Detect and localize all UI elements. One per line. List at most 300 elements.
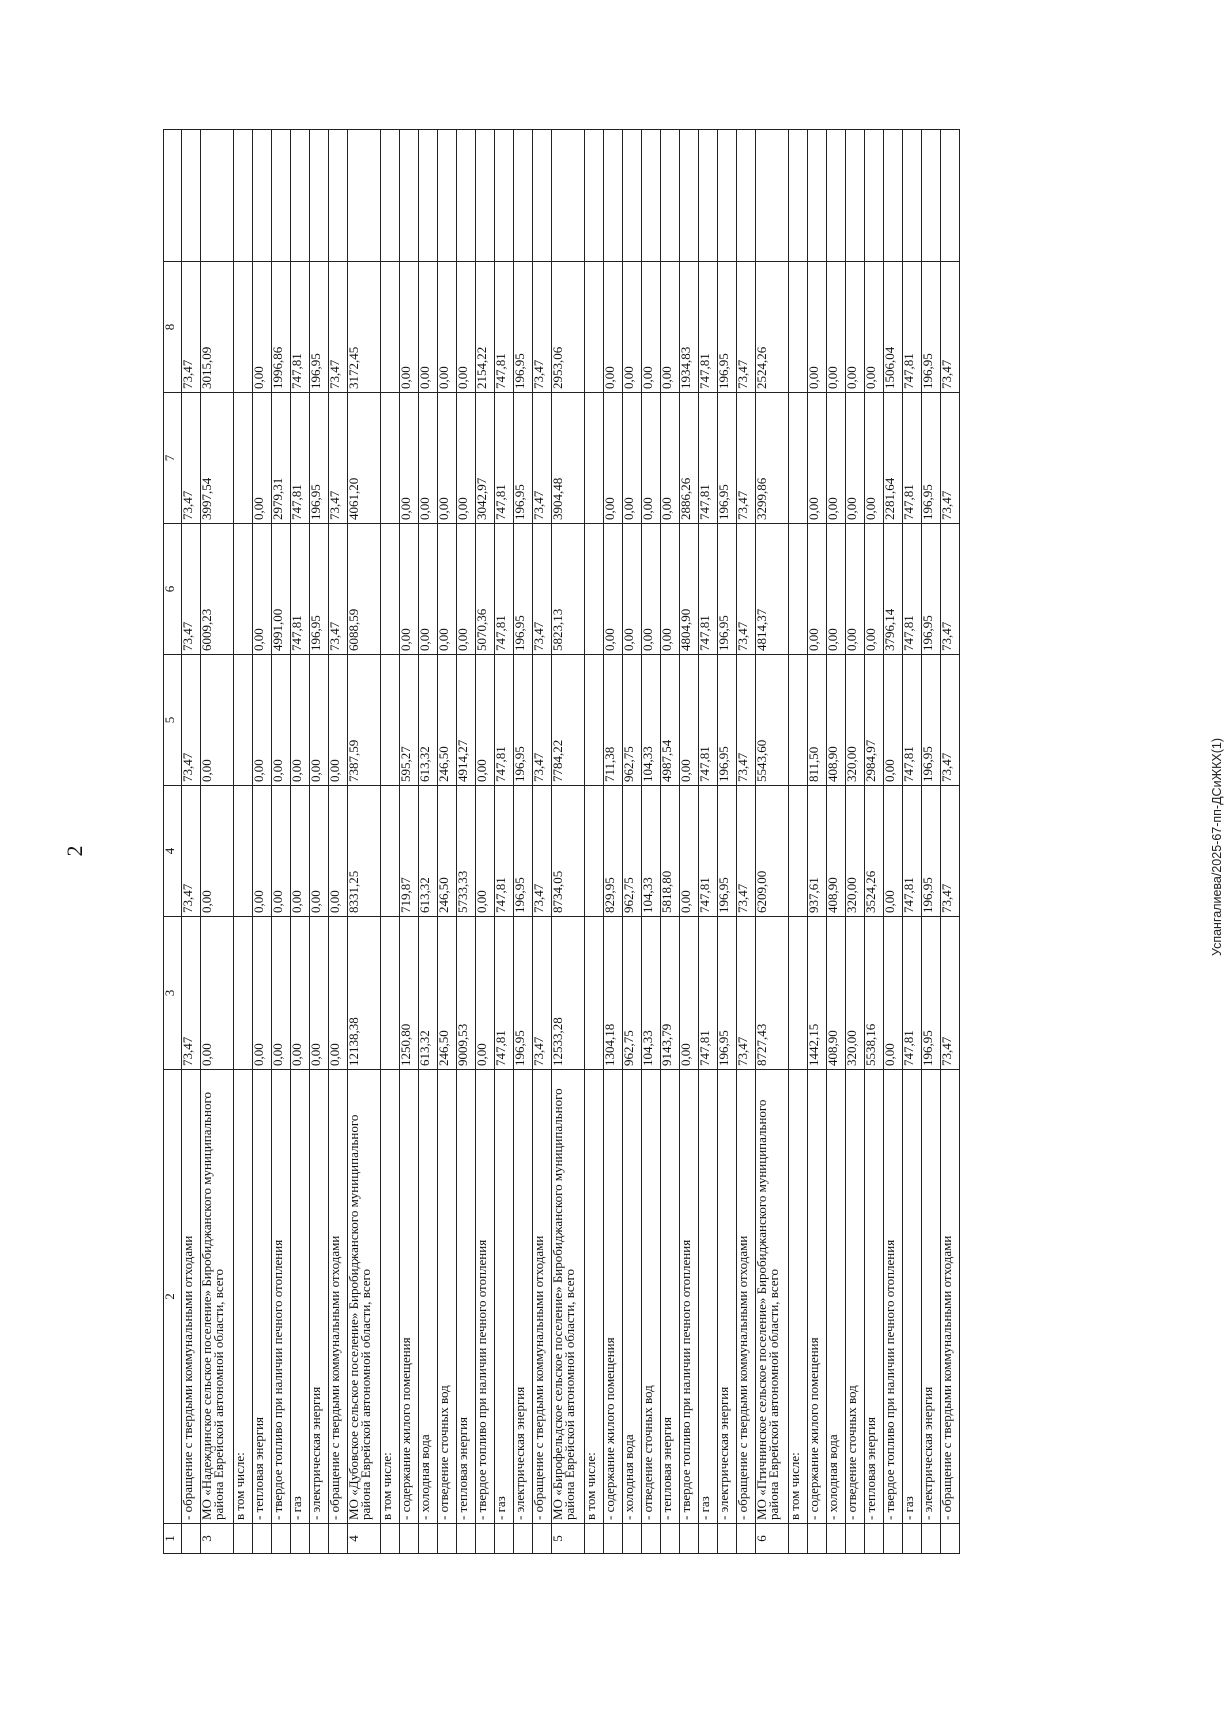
value-cell: 719,87 — [400, 786, 419, 917]
row-number-cell — [291, 1524, 310, 1554]
value-cell: 0,00 — [329, 655, 348, 786]
row-label-cell: в том числе: — [381, 1070, 400, 1524]
empty-cell — [533, 130, 552, 262]
empty-cell — [201, 130, 234, 262]
empty-cell — [642, 130, 661, 262]
value-cell: 747,81 — [291, 524, 310, 655]
row-label-cell: - тепловая энергия — [661, 1070, 680, 1524]
empty-cell — [756, 130, 789, 262]
value-cell: 6009,23 — [201, 524, 234, 655]
value-cell: 196,95 — [718, 524, 737, 655]
value-cell — [585, 262, 604, 393]
row-label-cell: - отведение сточных вод — [438, 1070, 457, 1524]
row-label-cell: - холодная вода — [419, 1070, 438, 1524]
value-cell: 0,00 — [253, 262, 272, 393]
value-cell: 811,50 — [808, 655, 827, 786]
value-cell: 246,50 — [438, 917, 457, 1070]
value-cell: 0,00 — [310, 786, 329, 917]
row-label-cell: МО «Дубовское сельское поселение» Биробиджанского муниципального района Еврейской автономной области, всего — [348, 1070, 381, 1524]
empty-cell — [552, 130, 585, 262]
value-cell: 0,00 — [642, 262, 661, 393]
value-cell: 747,81 — [699, 655, 718, 786]
row-label-cell: - газ — [291, 1070, 310, 1524]
value-cell — [585, 655, 604, 786]
value-cell: 747,81 — [903, 786, 922, 917]
value-cell: 104,33 — [642, 655, 661, 786]
value-cell: 0,00 — [680, 786, 699, 917]
row-number-cell — [718, 1524, 737, 1554]
value-cell: 1304,18 — [604, 917, 623, 1070]
empty-cell — [922, 130, 941, 262]
row-label-cell: - холодная вода — [827, 1070, 846, 1524]
row-number-cell — [903, 1524, 922, 1554]
value-cell — [381, 917, 400, 1070]
value-cell: 73,47 — [941, 917, 960, 1070]
value-cell: 0,00 — [661, 524, 680, 655]
row-number-cell — [381, 1524, 400, 1554]
value-cell — [789, 393, 808, 524]
row-number-cell — [182, 1524, 201, 1554]
row-label-cell: - газ — [495, 1070, 514, 1524]
value-cell: 73,47 — [182, 393, 201, 524]
row-label-cell: - обращение с твердыми коммунальными отходами — [182, 1070, 201, 1524]
value-cell: 6209,00 — [756, 786, 789, 917]
value-cell: 962,75 — [623, 655, 642, 786]
table-row — [737, 130, 756, 1554]
value-cell: 747,81 — [903, 917, 922, 1070]
empty-cell — [865, 130, 884, 262]
row-number-cell — [514, 1524, 533, 1554]
value-cell: 6088,59 — [348, 524, 381, 655]
table-row — [348, 130, 381, 1554]
value-cell: 196,95 — [310, 393, 329, 524]
value-cell: 196,95 — [514, 524, 533, 655]
value-cell: 613,32 — [419, 786, 438, 917]
value-cell: 196,95 — [718, 786, 737, 917]
value-cell: 73,47 — [533, 655, 552, 786]
value-cell: 196,95 — [514, 917, 533, 1070]
value-cell: 0,00 — [827, 393, 846, 524]
value-cell: 73,47 — [533, 524, 552, 655]
row-label-cell: - электрическая энергия — [514, 1070, 533, 1524]
value-cell — [234, 524, 253, 655]
table-row — [941, 130, 960, 1554]
value-cell: 9143,79 — [661, 917, 680, 1070]
value-cell: 747,81 — [495, 524, 514, 655]
value-cell: 0,00 — [291, 786, 310, 917]
value-cell: 73,47 — [182, 655, 201, 786]
row-label-cell: - содержание жилого помещения — [400, 1070, 419, 1524]
table-row — [756, 130, 789, 1554]
table-row — [253, 130, 272, 1554]
row-label-cell: - содержание жилого помещения — [604, 1070, 623, 1524]
value-cell: 3524,26 — [865, 786, 884, 917]
value-cell: 0,00 — [661, 262, 680, 393]
empty-cell — [808, 130, 827, 262]
empty-cell — [718, 130, 737, 262]
empty-cell — [381, 130, 400, 262]
value-cell: 747,81 — [903, 524, 922, 655]
value-cell: 73,47 — [182, 917, 201, 1070]
table-row — [846, 130, 865, 1554]
value-cell: 0,00 — [291, 655, 310, 786]
row-number-cell — [604, 1524, 623, 1554]
value-cell: 196,95 — [718, 655, 737, 786]
row-number-cell — [419, 1524, 438, 1554]
value-cell: 196,95 — [310, 524, 329, 655]
value-cell: 747,81 — [903, 393, 922, 524]
table-row — [419, 130, 438, 1554]
value-cell: 246,50 — [438, 655, 457, 786]
empty-cell — [884, 130, 903, 262]
value-cell — [234, 655, 253, 786]
empty-cell — [661, 130, 680, 262]
value-cell: 0,00 — [253, 655, 272, 786]
value-cell: 0,00 — [623, 393, 642, 524]
page-number: 2 — [62, 845, 87, 857]
value-cell: 5818,80 — [661, 786, 680, 917]
table-row — [182, 130, 201, 1554]
value-cell: 3997,54 — [201, 393, 234, 524]
value-cell: 0,00 — [846, 262, 865, 393]
value-cell: 2953,06 — [552, 262, 585, 393]
table-row — [865, 130, 884, 1554]
value-cell: 73,47 — [533, 262, 552, 393]
row-number-cell — [661, 1524, 680, 1554]
value-cell: 0,00 — [604, 393, 623, 524]
value-cell: 747,81 — [291, 393, 310, 524]
value-cell: 196,95 — [922, 786, 941, 917]
row-label-cell: в том числе: — [789, 1070, 808, 1524]
value-cell — [789, 786, 808, 917]
value-cell: 73,47 — [329, 393, 348, 524]
value-cell: 747,81 — [903, 262, 922, 393]
table-row — [789, 130, 808, 1554]
row-label-cell: - обращение с твердыми коммунальными отходами — [533, 1070, 552, 1524]
empty-cell — [400, 130, 419, 262]
value-cell: 196,95 — [514, 655, 533, 786]
value-cell: 73,47 — [737, 524, 756, 655]
value-cell: 196,95 — [514, 393, 533, 524]
empty-cell — [234, 130, 253, 262]
value-cell: 747,81 — [699, 262, 718, 393]
value-cell: 73,47 — [737, 393, 756, 524]
value-cell: 747,81 — [495, 262, 514, 393]
row-number-cell — [457, 1524, 476, 1554]
table-row — [699, 130, 718, 1554]
row-label-cell: в том числе: — [234, 1070, 253, 1524]
table-row — [438, 130, 457, 1554]
table-row — [457, 130, 476, 1554]
value-cell: 0,00 — [438, 393, 457, 524]
value-cell: 0,00 — [604, 524, 623, 655]
value-cell: 0,00 — [642, 524, 661, 655]
value-cell: 73,47 — [329, 262, 348, 393]
value-cell: 2524,26 — [756, 262, 789, 393]
empty-cell — [585, 130, 604, 262]
utility-cost-table — [163, 129, 960, 1554]
value-cell: 0,00 — [438, 524, 457, 655]
value-cell: 0,00 — [438, 262, 457, 393]
empty-cell — [476, 130, 495, 262]
value-cell — [381, 262, 400, 393]
value-cell: 0,00 — [808, 393, 827, 524]
value-cell: 0,00 — [865, 524, 884, 655]
row-label-cell: МО «Птичнинское сельское поселение» Биробиджанского муниципального района Еврейской автономной области, всего — [756, 1070, 789, 1524]
header-cell: 7 — [164, 393, 182, 524]
value-cell: 0,00 — [272, 786, 291, 917]
table-row — [201, 130, 234, 1554]
value-cell: 0,00 — [827, 262, 846, 393]
row-label-cell: - отведение сточных вод — [846, 1070, 865, 1524]
row-label-cell: - обращение с твердыми коммунальными отходами — [737, 1070, 756, 1524]
value-cell: 12533,28 — [552, 917, 585, 1070]
row-label-cell: - электрическая энергия — [718, 1070, 737, 1524]
value-cell — [381, 393, 400, 524]
value-cell: 0,00 — [329, 917, 348, 1070]
value-cell: 0,00 — [884, 786, 903, 917]
value-cell: 747,81 — [495, 393, 514, 524]
empty-cell — [310, 130, 329, 262]
value-cell: 613,32 — [419, 917, 438, 1070]
row-number-cell — [400, 1524, 419, 1554]
row-label-cell: - твердое топливо при наличии печного отопления — [272, 1070, 291, 1524]
row-label-cell: - тепловая энергия — [865, 1070, 884, 1524]
document-code: Успангалиева/2025-67-пп-ДСиЖКХ(1) — [1210, 737, 1224, 957]
row-label-cell: МО «Надеждинское сельское поселение» Биробиджанского муниципального района Еврейской автономной области, всего — [201, 1070, 234, 1524]
table-row — [514, 130, 533, 1554]
value-cell: 104,33 — [642, 786, 661, 917]
value-cell: 1996,86 — [272, 262, 291, 393]
empty-cell — [680, 130, 699, 262]
row-label-cell: в том числе: — [585, 1070, 604, 1524]
row-number-cell — [699, 1524, 718, 1554]
value-cell: 73,47 — [533, 786, 552, 917]
value-cell: 711,38 — [604, 655, 623, 786]
table-row — [310, 130, 329, 1554]
value-cell: 0,00 — [476, 655, 495, 786]
row-label-cell: - твердое топливо при наличии печного отопления — [476, 1070, 495, 1524]
empty-cell — [272, 130, 291, 262]
value-cell: 73,47 — [941, 393, 960, 524]
table-row — [291, 130, 310, 1554]
value-cell: 8331,25 — [348, 786, 381, 917]
table-row — [884, 130, 903, 1554]
value-cell: 0,00 — [661, 393, 680, 524]
value-cell: 196,95 — [922, 262, 941, 393]
row-number-cell — [737, 1524, 756, 1554]
value-cell: 0,00 — [642, 393, 661, 524]
value-cell: 73,47 — [737, 655, 756, 786]
header-cell: 1 — [164, 1524, 182, 1554]
rotated-table-frame — [163, 130, 1121, 1554]
value-cell: 0,00 — [865, 393, 884, 524]
value-cell: 0,00 — [604, 262, 623, 393]
value-cell: 0,00 — [291, 917, 310, 1070]
value-cell: 73,47 — [737, 917, 756, 1070]
value-cell: 3299,86 — [756, 393, 789, 524]
value-cell: 2979,31 — [272, 393, 291, 524]
value-cell: 320,00 — [846, 917, 865, 1070]
value-cell: 1442,15 — [808, 917, 827, 1070]
value-cell: 3042,97 — [476, 393, 495, 524]
value-cell: 937,61 — [808, 786, 827, 917]
value-cell: 747,81 — [495, 917, 514, 1070]
value-cell: 0,00 — [680, 655, 699, 786]
header-row — [164, 130, 182, 1554]
header-cell: 4 — [164, 786, 182, 917]
empty-cell — [827, 130, 846, 262]
row-number-cell — [272, 1524, 291, 1554]
value-cell: 0,00 — [400, 262, 419, 393]
value-cell: 73,47 — [533, 917, 552, 1070]
value-cell: 0,00 — [201, 917, 234, 1070]
value-cell: 3015,09 — [201, 262, 234, 393]
row-number-cell — [941, 1524, 960, 1554]
row-number-cell — [827, 1524, 846, 1554]
row-number-cell: 5 — [552, 1524, 585, 1554]
value-cell: 196,95 — [922, 917, 941, 1070]
row-number-cell — [476, 1524, 495, 1554]
row-number-cell — [808, 1524, 827, 1554]
value-cell: 196,95 — [718, 393, 737, 524]
value-cell: 73,47 — [182, 524, 201, 655]
row-label-cell: - электрическая энергия — [922, 1070, 941, 1524]
row-label-cell: - электрическая энергия — [310, 1070, 329, 1524]
empty-cell — [495, 130, 514, 262]
value-cell: 5733,33 — [457, 786, 476, 917]
table-row — [680, 130, 699, 1554]
value-cell: 196,95 — [514, 262, 533, 393]
value-cell: 0,00 — [272, 917, 291, 1070]
empty-cell — [438, 130, 457, 262]
value-cell: 2281,64 — [884, 393, 903, 524]
value-cell: 408,90 — [827, 655, 846, 786]
value-cell — [234, 393, 253, 524]
value-cell: 196,95 — [514, 786, 533, 917]
value-cell: 0,00 — [457, 262, 476, 393]
value-cell: 0,00 — [865, 262, 884, 393]
header-cell — [164, 130, 182, 262]
value-cell: 73,47 — [941, 262, 960, 393]
value-cell: 73,47 — [941, 524, 960, 655]
row-label-cell: - холодная вода — [623, 1070, 642, 1524]
value-cell: 0,00 — [476, 786, 495, 917]
value-cell: 962,75 — [623, 786, 642, 917]
value-cell: 73,47 — [737, 262, 756, 393]
row-label-cell: МО «Бирофельдское сельское поселение» Биробиджанского муниципального района Еврейской автономной области, всего — [552, 1070, 585, 1524]
value-cell: 0,00 — [310, 655, 329, 786]
value-cell: 2984,97 — [865, 655, 884, 786]
empty-cell — [789, 130, 808, 262]
value-cell: 73,47 — [329, 524, 348, 655]
value-cell: 2886,26 — [680, 393, 699, 524]
empty-cell — [182, 130, 201, 262]
row-number-cell — [865, 1524, 884, 1554]
row-number-cell — [922, 1524, 941, 1554]
row-number-cell — [533, 1524, 552, 1554]
header-cell: 2 — [164, 1070, 182, 1524]
empty-cell — [604, 130, 623, 262]
value-cell: 196,95 — [922, 393, 941, 524]
row-label-cell: - обращение с твердыми коммунальными отходами — [941, 1070, 960, 1524]
value-cell: 0,00 — [884, 917, 903, 1070]
table-row — [808, 130, 827, 1554]
value-cell: 3796,14 — [884, 524, 903, 655]
row-number-cell — [642, 1524, 661, 1554]
empty-cell — [623, 130, 642, 262]
table-row — [495, 130, 514, 1554]
value-cell: 0,00 — [253, 393, 272, 524]
value-cell: 747,81 — [495, 655, 514, 786]
value-cell: 9009,53 — [457, 917, 476, 1070]
row-number-cell — [253, 1524, 272, 1554]
value-cell — [234, 917, 253, 1070]
empty-cell — [348, 130, 381, 262]
value-cell: 0,00 — [457, 524, 476, 655]
empty-cell — [903, 130, 922, 262]
value-cell: 196,95 — [922, 524, 941, 655]
row-number-cell — [310, 1524, 329, 1554]
value-cell: 3904,48 — [552, 393, 585, 524]
empty-cell — [737, 130, 756, 262]
value-cell: 2154,22 — [476, 262, 495, 393]
row-label-cell: - твердое топливо при наличии печного отопления — [884, 1070, 903, 1524]
value-cell: 5070,36 — [476, 524, 495, 655]
value-cell: 747,81 — [699, 917, 718, 1070]
value-cell: 1250,80 — [400, 917, 419, 1070]
table-row — [642, 130, 661, 1554]
value-cell: 613,32 — [419, 655, 438, 786]
row-number-cell: 6 — [756, 1524, 789, 1554]
value-cell: 73,47 — [941, 786, 960, 917]
header-cell: 6 — [164, 524, 182, 655]
table-row — [661, 130, 680, 1554]
value-cell: 4804,90 — [680, 524, 699, 655]
value-cell: 0,00 — [310, 917, 329, 1070]
value-cell: 0,00 — [476, 917, 495, 1070]
row-label-cell: - твердое топливо при наличии печного отопления — [680, 1070, 699, 1524]
value-cell: 408,90 — [827, 786, 846, 917]
empty-cell — [329, 130, 348, 262]
row-label-cell: - газ — [699, 1070, 718, 1524]
table-body — [182, 130, 960, 1554]
value-cell: 829,95 — [604, 786, 623, 917]
value-cell: 1934,83 — [680, 262, 699, 393]
value-cell: 4987,54 — [661, 655, 680, 786]
value-cell — [585, 917, 604, 1070]
row-number-cell — [438, 1524, 457, 1554]
value-cell: 0,00 — [253, 786, 272, 917]
value-cell: 595,27 — [400, 655, 419, 786]
value-cell: 73,47 — [182, 262, 201, 393]
value-cell — [381, 655, 400, 786]
value-cell: 0,00 — [808, 262, 827, 393]
value-cell: 0,00 — [623, 262, 642, 393]
value-cell: 0,00 — [329, 786, 348, 917]
row-number-cell: 3 — [201, 1524, 234, 1554]
value-cell: 5538,16 — [865, 917, 884, 1070]
value-cell: 4991,00 — [272, 524, 291, 655]
value-cell: 747,81 — [699, 524, 718, 655]
empty-cell — [419, 130, 438, 262]
row-number-cell — [789, 1524, 808, 1554]
value-cell: 0,00 — [272, 655, 291, 786]
row-number-cell — [884, 1524, 903, 1554]
table-row — [903, 130, 922, 1554]
row-number-cell — [329, 1524, 348, 1554]
value-cell — [585, 393, 604, 524]
